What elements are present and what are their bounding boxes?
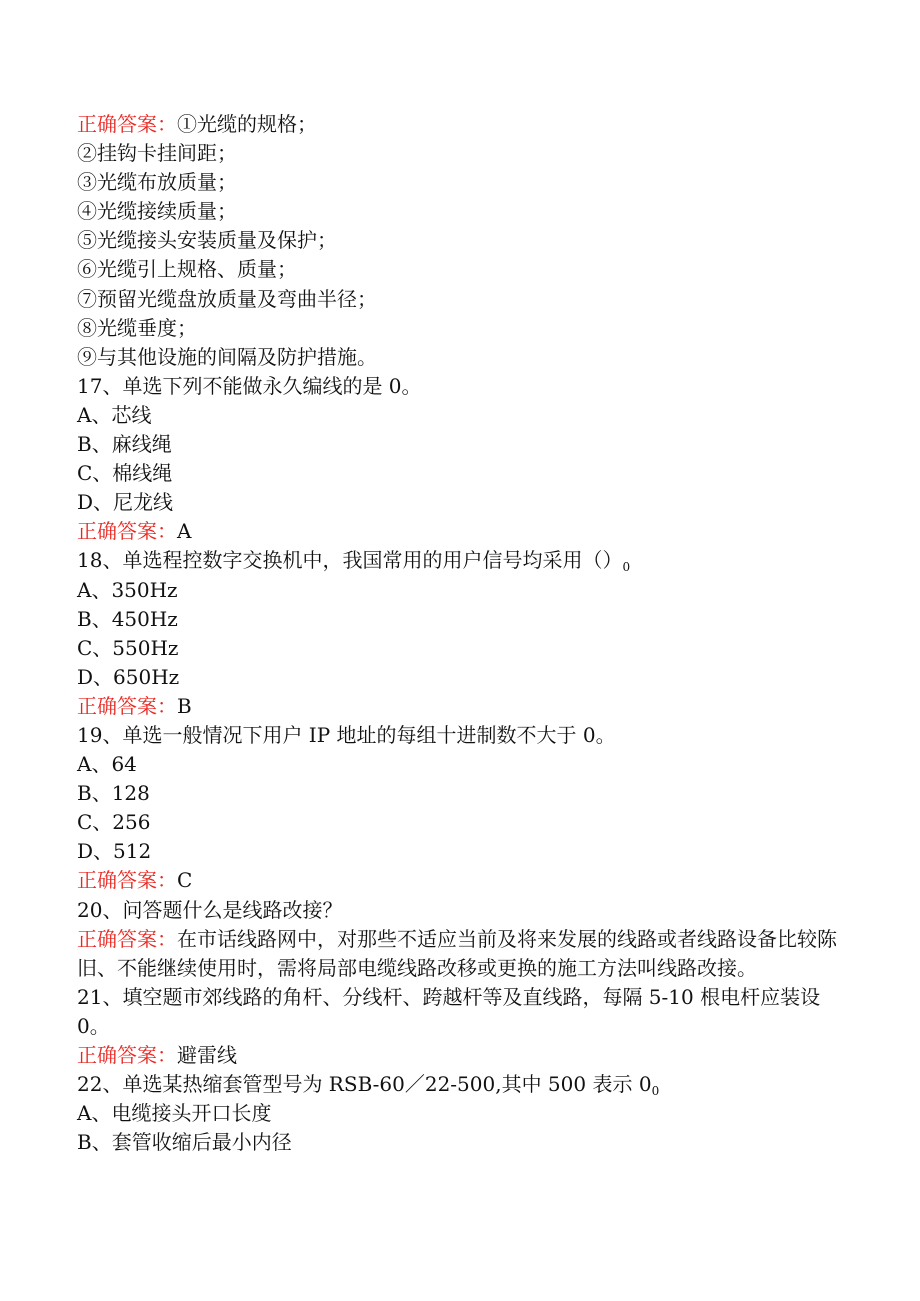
answer-label: 正确答案：: [77, 926, 177, 951]
q21-answer: [77, 1041, 837, 1070]
q17-option-a: A、芯线: [77, 402, 152, 427]
q19-option-c: C、256: [77, 810, 151, 835]
q19-answer: [77, 866, 837, 895]
q22-stem-suffix: 0: [651, 1084, 660, 1099]
q17-option-b: B、麻线绳: [77, 432, 172, 457]
q17-stem: 17、单选下列不能做永久编线的是 0。: [77, 373, 422, 398]
q18-option-b: B、450Hz: [77, 606, 178, 631]
q16-answer-item: ⑥光缆引上规格、质量；: [77, 257, 297, 282]
q22-option-b: B、套管收缩后最小内径: [77, 1130, 292, 1155]
q18-stem-text: 18、单选程控数字交换机中，我国常用的用户信号均采用（）: [77, 548, 623, 573]
q18-answer-value: B: [177, 693, 192, 718]
q17-option-d: D、尼龙线: [77, 490, 174, 515]
q20-answer-value: 在市话线路网中，对那些不适应当前及将来发展的线路或者线路设备比较陈旧、不能继续使用时，需将局部电缆线路改移或更换的施工方法叫线路改接。: [77, 926, 837, 980]
q19-option-b: B、128: [77, 781, 150, 806]
q22-stem-text: 22、单选某热缩套管型号为 RSB-60／22-500,其中 500 表示 0: [77, 1072, 652, 1097]
q17-answer-value: A: [177, 519, 192, 544]
q21-answer-value: 避雷线: [177, 1043, 237, 1067]
q18-stem-suffix: 0: [622, 560, 631, 575]
q18-answer: [77, 692, 837, 721]
q19-option-a: A、64: [77, 752, 137, 777]
q20-answer: [77, 925, 837, 983]
q18-option-a: A、350Hz: [77, 577, 178, 602]
q19-answer-value: C: [177, 868, 193, 893]
q21-stem: 21、填空题市郊线路的角杆、分线杆、跨越杆等及直线路，每隔 5-10 根电杆应装设 0。: [77, 984, 821, 1038]
q17-option-c: C、棉线绳: [77, 461, 173, 486]
q16-answer-item: ①光缆的规格；: [177, 112, 317, 136]
q19-option-d: D、512: [77, 839, 152, 864]
q18-stem: [77, 546, 837, 575]
answer-label: 正确答案：: [77, 112, 177, 136]
q17-answer: [77, 517, 837, 546]
q22-option-a: A、电缆接头开口长度: [77, 1101, 272, 1126]
answer-label: 正确答案：: [77, 1043, 177, 1067]
answer-label: 正确答案：: [77, 519, 177, 544]
q16-answer-item: ⑤光缆接头安装质量及保护；: [77, 228, 337, 253]
q16-answer-item: ⑧光缆垂度；: [77, 315, 197, 340]
document-page: [77, 110, 837, 1157]
q18-option-d: D、650Hz: [77, 664, 180, 689]
q22-stem: [77, 1070, 837, 1099]
q16-answer-item: ⑨与其他设施的间隔及防护措施。: [77, 344, 377, 369]
q16-answer-item: ④光缆接续质量；: [77, 199, 237, 224]
q16-answer-item: ③光缆布放质量；: [77, 170, 237, 195]
q20-stem: 20、问答题什么是线路改接？: [77, 897, 343, 922]
q16-answer-item: ②挂钩卡挂间距；: [77, 141, 237, 166]
q19-stem: 19、单选一般情况下用户 IP 地址的每组十进制数不大于 0。: [77, 722, 616, 747]
q16-answer-line: [77, 110, 837, 139]
q16-answer-item: ⑦预留光缆盘放质量及弯曲半径；: [77, 286, 377, 311]
q18-option-c: C、550Hz: [77, 635, 179, 660]
answer-label: 正确答案：: [77, 693, 177, 718]
answer-label: 正确答案：: [77, 868, 177, 893]
